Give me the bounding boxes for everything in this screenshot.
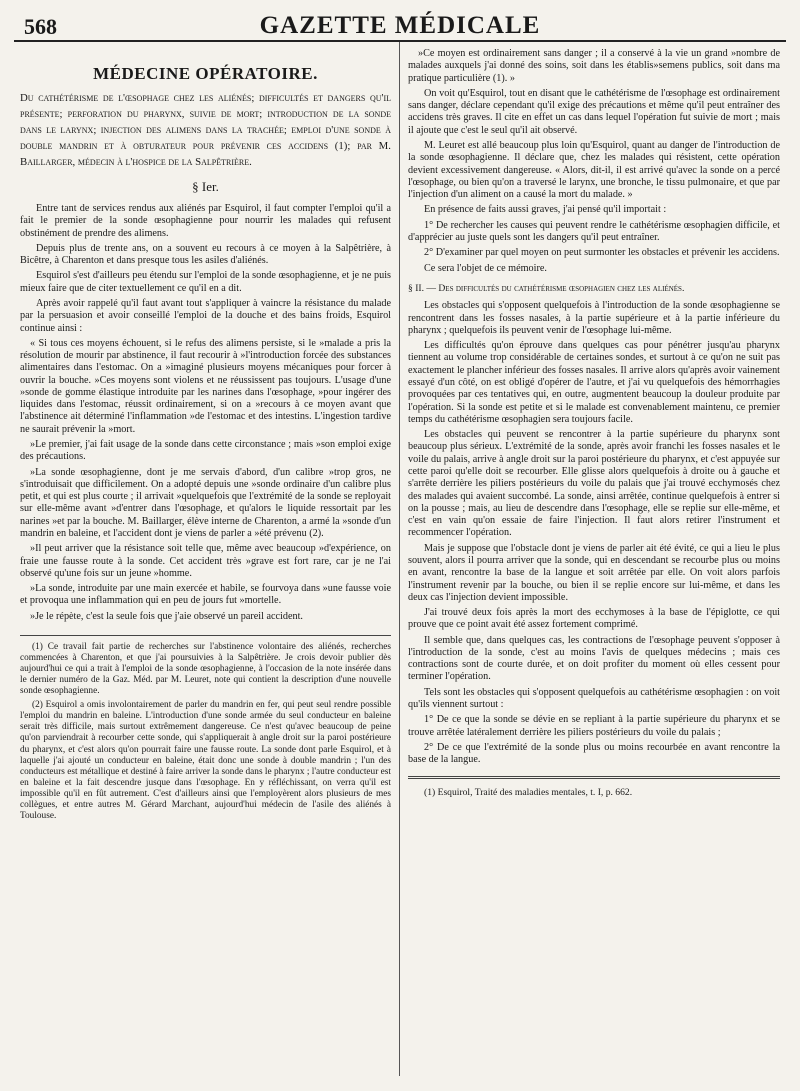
paragraph: Tels sont les obstacles qui s'opposent quelquefois au cathétérisme œsophagien : on voit qu'ils viennent surtout : xyxy=(408,686,780,711)
paragraph: Les obstacles qui peuvent se rencontrer à la partie supérieure du pharynx sont beaucoup plus sérieux. L'extrémité de la sonde, après avoir franchi les fosses nasales et le voile du palais, arrive à angle droit sur la paroi postérieure du pharynx, et c'est appuyée sur cette paroi qu'elle doit se recourber. Elle glisse alors quelquefois à droite ou à gauche et s'arrête derrière les piliers postérieurs du voile du palais que j'ai trouvé ecchymosés chez des malades qui avaient succombé. La sonde, ainsi arrêtée, continue quelquefois à entrer si on la pousse ; mais, au lieu de descendre dans l'œsophage, elle se replie sur elle-même, et c'est en vain qu'on essaie de faire l'injection. Il faut alors retirer l'instrument et recommencer l'opération. xyxy=(408,429,780,539)
paragraph: 2° De ce que l'extrémité de la sonde plus ou moins recourbée en avant rencontre la base de la langue. xyxy=(408,741,780,766)
paragraph: M. Leuret est allé beaucoup plus loin qu'Esquirol, quant au danger de l'introduction de la sonde œsophagienne. Il déclare que, chez les malades qui résistent, cette opération devient excessivement dangereuse. « Alors, dit-il, il est arrivé qu'avec la sonde on a percé l'œsophage, ou bien qu'on a traversé le larynx, une bronche, le tissu pulmonaire, et que par l'injection d'un aliment on a causé la mort du malade. » xyxy=(408,139,780,201)
left-column xyxy=(14,42,400,1076)
quote-paragraph: »Je le répète, c'est la seule fois que j'aie observé un pareil accident. xyxy=(30,610,303,622)
footnote-divider xyxy=(408,776,780,779)
paragraph: Après avoir rappelé qu'il faut avant tout s'appliquer à vaincre la résistance du malade par la persuasion et avoir conseillé l'emploi de la douche et des bains froids, Esquirol continue ainsi : xyxy=(20,297,391,334)
right-column xyxy=(400,42,786,1076)
paragraph: Entre tant de services rendus aux aliénés par Esquirol, il faut compter l'emploi qu'il a fait le premier de la sonde œsophagienne pour nourrir les malades qui refusent obstinément de prendre des alimens. xyxy=(20,202,391,239)
paragraph: Esquirol s'est d'ailleurs peu étendu sur l'emploi de la sonde œsophagienne, et je ne puis mieux faire que de citer textuellement ce qu'il en a dit. xyxy=(20,270,391,294)
footnote: (2) Esquirol a omis involontairement de parler du mandrin en fer, qui peut seul rendre possible l'emploi du mandrin en baleine. L'introduction d'une sonde armée du seul conducteur en baleine serait très difficile, mais surtout extrêmement dangereuse. Ce n'est qu'avec beaucoup de peine qu'on parviendrait à recourber cette sonde, qui s'appliquerait à angle droit sur la paroi postérieure du pharynx, et c'est alors qu'on pourrait faire une fausse route. La sonde dont parle Esquirol, et à laquelle j'ai ajouté un conducteur en baleine, était donc une sonde à double mandrin ; l'un des conducteurs est métallique et destiné à faire arriver la sonde dans le pharynx ; l'autre conducteur est en baleine et la fait descendre jusque dans l'œsophage. En y réfléchissant, on verra qu'il est impossible qu'il en fût autrement. C'est d'ailleurs ainsi que l'employèrent alors plusieurs de mes collègues, et entre autres M. Gérard Marchant, aujourd'hui médecin de l'asile des aliénés à Toulouse. xyxy=(20,700,391,821)
paragraph: 1° De ce que la sonde se dévie en se repliant à la partie supérieure du pharynx et se trouve arrêtée latéralement derrière les piliers postérieurs du voile du palais ; xyxy=(408,714,780,738)
footnotes xyxy=(20,642,391,822)
paragraph: Mais je suppose que l'obstacle dont je viens de parler ait été évité, ce qui a lieu le plus souvent, alors il pourra arriver que la sonde, qui en descendant se recourbe plus ou moins en avant, rencontre la base de la langue et soit arrêtée par elle. On voit alors parfois l'instrument revenir par la bouche, ou bien il se replie encore sur lui-même, et dans les deux cas l'injection devient impossible. xyxy=(408,542,780,603)
quote-paragraph: »Le premier, j'ai fait usage de la sonde dans cette circonstance ; mais »son emploi exige des précautions. xyxy=(20,439,391,463)
quote-paragraph: « Si tous ces moyens échouent, si le refus des alimens persiste, si le »malade a pris la résolution de mourir par abstinence, il faut recourir à »l'introduction forcée des substances alimentaires dans l'estomac. On a »imaginé plusieurs moyens mécaniques pour forcer à ouvrir la bouche. »Ces moyens sont violens et ne réussissent pas toujours. L'usage d'une »sonde de gomme élastique introduite par les narines dans l'œsophage, »pour ingérer des liquides dans l'estomac, réussit ordinairement, si on a »recours à ce moyen avant que l'abstinence ait déterminé l'inflammation »de l'estomac et des intestins. L'ingestion tardive ne saurait prévenir la »mort. xyxy=(20,337,391,435)
paragraph: Depuis plus de trente ans, on a souvent eu recours à ce moyen à la Salpêtrière, à Bicêtre, à Charenton et dans presque tous les asiles d'aliénés. xyxy=(20,242,391,267)
quote-paragraph: »Ce moyen est ordinairement sans danger ; il a conservé à la vie un grand »nombre de malades auxquels j'ai donné des soins, soit dans les établis»semens publics, soit dans ma pratique particulière (1). » xyxy=(408,48,780,84)
page-header xyxy=(14,8,786,42)
quote-paragraph: »Il peut arriver que la résistance soit telle que, même avec beaucoup »d'expérience, on fraie une fausse route à la sonde. Cet accident très »grave est fort rare, car je ne l'ai observé qu'une fois sur un jeune »homme. xyxy=(20,543,391,579)
quote-paragraph: »La sonde, introduite par une main exercée et habile, se fourvoya dans »une fausse voie et provoqua une inflammation qui en peu de jours fut »mortelle. xyxy=(20,583,391,607)
paragraph: Les obstacles qui s'opposent quelquefois à l'introduction de la sonde œsophagienne se rencontrent dans les fosses nasales, à la partie supérieure et à la partie inférieure du pharynx ; quelquefois ils peuvent venir de l'œsophage lui-même. xyxy=(408,300,780,336)
paragraph: J'ai trouvé deux fois après la mort des ecchymoses à la base de l'épiglotte, ce qui prouve que ce point avait été assez fortement comprimé. xyxy=(408,607,780,631)
columns xyxy=(14,42,786,1076)
article-subject: Du cathétérisme de l'œsophage chez les aliénés; difficultés et dangers qu'il présente; perforation du pharynx, suivie de mort; introduction de la sonde dans le larynx; injection des alimens dans la trachée; emploi d'une sonde à double mandrin et à obturateur pour prévenir ces accidens (1); par M. Baillarger, médecin à l'hospice de la Salpêtrière. xyxy=(20,92,391,169)
journal-title: GAZETTE MÉDICALE xyxy=(259,12,541,39)
paragraph: 1° De rechercher les causes qui peuvent rendre le cathétérisme œsophagien difficile, et d'apprécier au juste quels sont les dangers qu'il peut entraîner. xyxy=(408,219,780,243)
section-title: MÉDECINE OPÉRATOIRE. xyxy=(93,64,318,83)
paragraph: En présence de faits aussi graves, j'ai pensé qu'il importait : xyxy=(424,204,667,216)
paragraph: Les difficultés qu'on éprouve dans quelques cas pour pénétrer jusqu'au pharynx tiennent au volume trop considérable de certaines sondes, et surtout à ce qu'on ne suit pas exactement le plancher inférieur des fosses nasales. Il arrive alors qu'après avoir vainement essayé d'un côté, on est obligé d'opérer de l'autre, et j'ai vu quelquefois des hémorrhagies provoquées par ces tentatives qui, en outre, augmentent beaucoup la douleur produite par l'opération. Si la sonde est petite et si le malade est convenablement maintenu, ce premier temps du cathétérisme œsophagien sera toujours facile. xyxy=(408,340,780,425)
section-mark: § Ier. xyxy=(192,179,219,195)
paragraph: Ce sera l'objet de ce mémoire. xyxy=(424,262,547,274)
quote-paragraph: »La sonde œsophagienne, dont je me servais d'abord, d'un calibre »trop gros, ne s'introduisait que difficilement. On a adopté depuis une »sonde ordinaire d'un calibre plus petit, et qui est plus courte ; il arrivait »quelquefois que l'extrémité de la sonde se reployait sur elle-même avant »d'entrer dans l'œsophage, et qu'alors le liquide ressortait par les narines »et par la bouche. M. Baillarger, élève interne de Charenton, a armé la »sonde d'un mandrin en baleine, et l'accident dont je viens de parler a »été prévenu (2). xyxy=(20,466,391,540)
page-number: 568 xyxy=(24,14,57,39)
footnote: (1) Ce travail fait partie de recherches sur l'abstinence volontaire des aliénés, recherches commencées à Charenton, et que j'ai poursuivies à la Salpêtrière. Je crois devoir publier dès aujourd'hui ce qui a trait à l'emploi de la sonde œsophagienne, à l'occasion de la note insérée dans le dernier numéro de la Gaz. Méd. par M. Leuret, note qui contient la description d'une nouvelle sonde œsophagienne. xyxy=(20,641,391,697)
paragraph: On voit qu'Esquirol, tout en disant que le cathétérisme de l'œsophage est ordinairement sans danger, déclare cependant qu'il exige des précautions et même qu'il peut entraîner des accidens très graves. Il cite en effet un cas dans lequel l'opération fut suivie de mort ; mais il ajoute que c'est le seul qu'il ait observé. xyxy=(408,87,780,136)
footnote-divider xyxy=(20,635,391,636)
paragraph: 2° D'examiner par quel moyen on peut surmonter les obstacles et prévenir les accidens. xyxy=(424,247,780,259)
footnote: (1) Esquirol, Traité des maladies mentales, t. I, p. 662. xyxy=(424,787,633,799)
paragraph: Il semble que, dans quelques cas, les contractions de l'œsophage peuvent s'opposer à l'introduction de la sonde, c'est au moins l'avis de quelques médecins ; mais ces contractions sont de courte durée, et on doit profiter du moment où elles cessent pour terminer l'opération. xyxy=(408,634,780,683)
section-subheading: § II. — Des difficultés du cathétérisme œsophagien chez les aliénés. xyxy=(408,282,685,294)
